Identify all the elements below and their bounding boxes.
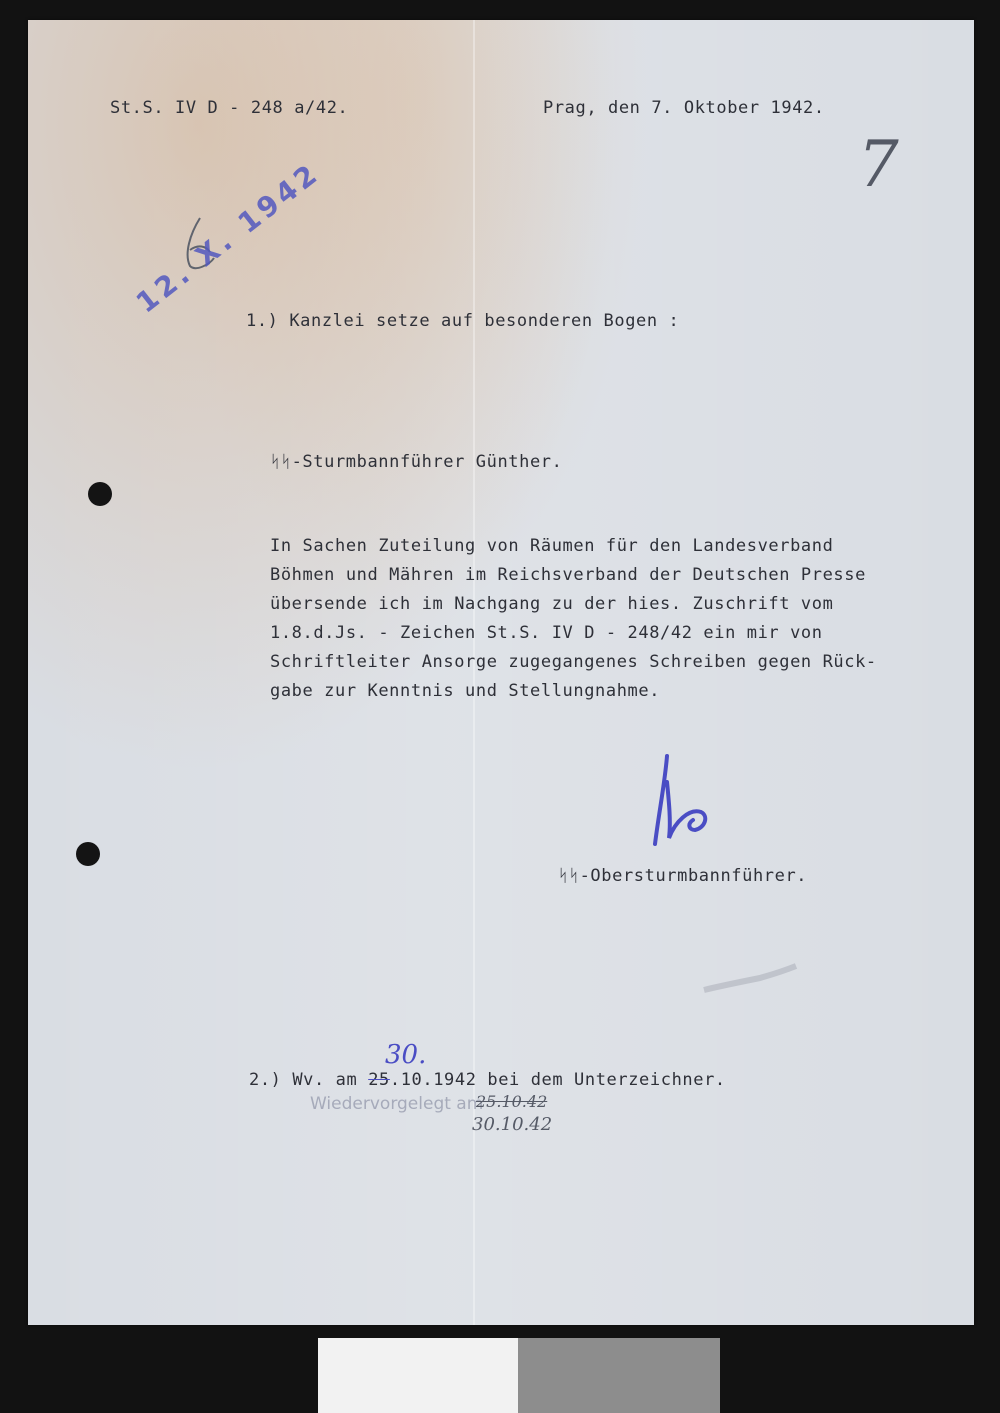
body-line: Schriftleiter Ansorge zugegangenes Schreiben gegen Rück- bbox=[270, 652, 877, 672]
handwritten-signature bbox=[645, 752, 715, 852]
body-line: In Sachen Zuteilung von Räumen für den Landesverband bbox=[270, 536, 834, 556]
place-and-date: Prag, den 7. Oktober 1942. bbox=[543, 98, 825, 118]
item-two-suffix: .10.1942 bei dem Unterzeichner. bbox=[389, 1070, 726, 1090]
body-line: gabe zur Kenntnis und Stellungnahme. bbox=[270, 681, 661, 701]
item-two-resubmission bbox=[249, 1070, 726, 1090]
body-line: 1.8.d.Js. - Zeichen St.S. IV D - 248/42 ein mir von bbox=[270, 623, 823, 643]
page-mark: 7 bbox=[858, 128, 899, 202]
resubmission-new-date: 30.10.42 bbox=[472, 1114, 553, 1135]
item-one-instruction: 1.) Kanzlei setze auf besonderen Bogen : bbox=[246, 311, 680, 331]
punch-hole-bottom bbox=[76, 842, 100, 866]
corrected-day: 30. bbox=[385, 1040, 427, 1070]
scan-color-patch-white bbox=[318, 1338, 518, 1413]
body-line: Böhmen und Mähren im Reichsverband der Deutschen Presse bbox=[270, 565, 866, 585]
letter-body bbox=[270, 532, 930, 706]
item-two-prefix: 2.) Wv. am bbox=[249, 1070, 369, 1090]
faint-stamp-residue bbox=[700, 960, 800, 1000]
item-two-struck-day: 25 bbox=[368, 1070, 390, 1090]
date-stamp: 12. X. 1942 bbox=[129, 156, 327, 320]
body-line: übersende ich im Nachgang zu der hies. Zuschrift vom bbox=[270, 594, 834, 614]
resubmission-struck-date: 25.10.42 bbox=[476, 1092, 548, 1111]
recipient-line: ᛋᛋ-Sturmbannführer Günther. bbox=[270, 452, 563, 472]
signature-title: ᛋᛋ-Obersturmbannführer. bbox=[558, 866, 808, 886]
scan-color-patch-gray bbox=[518, 1338, 720, 1413]
resubmission-stamp-label: Wiedervorgelegt am bbox=[310, 1094, 484, 1114]
reference-number: St.S. IV D - 248 a/42. bbox=[110, 98, 349, 118]
punch-hole-top bbox=[88, 482, 112, 506]
